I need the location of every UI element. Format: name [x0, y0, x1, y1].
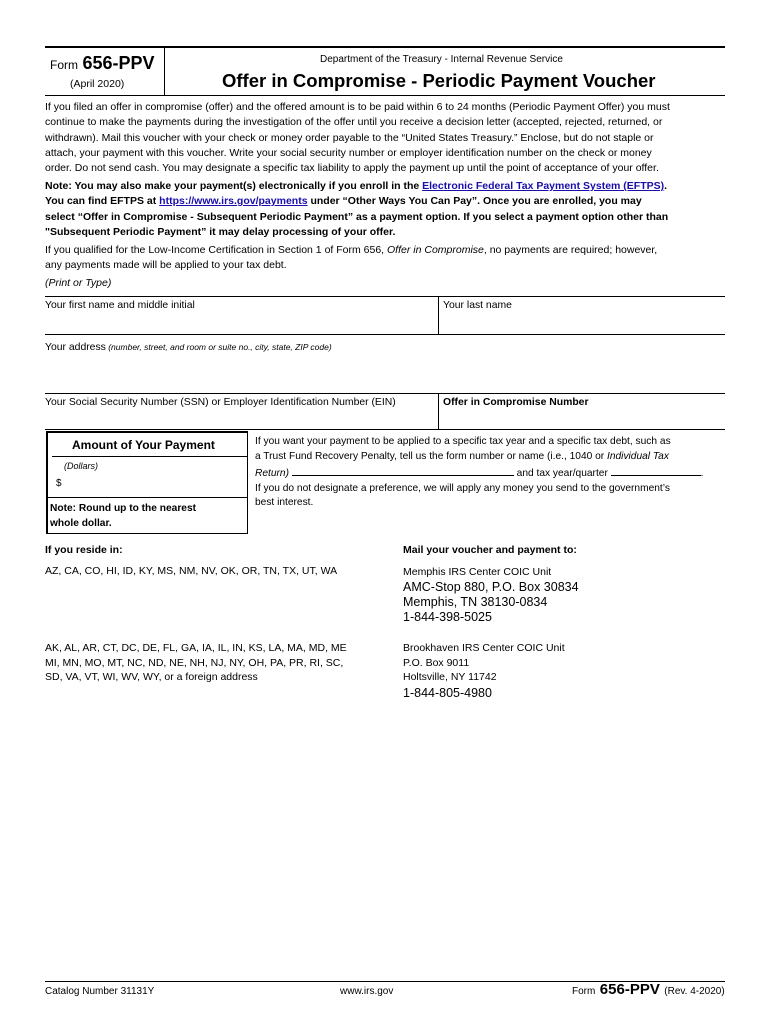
irs-payments-link[interactable]: https://www.irs.gov/payments	[159, 195, 308, 208]
ssn-divider	[438, 393, 439, 429]
group1-addr1: AMC-Stop 880, P.O. Box 30834	[403, 580, 579, 594]
intro-line: If you filed an offer in compromise (offer) and the offered amount is to be paid within 6 to 24 months (Periodic Payment Offer) you must	[45, 101, 670, 113]
form-date: (April 2020)	[70, 78, 125, 90]
name-row-bottom-rule	[45, 334, 725, 335]
group1-addr2: Memphis, TN 38130-0834	[403, 595, 548, 609]
department-line: Department of the Treasury - Internal Revenue Service	[320, 54, 563, 65]
footer-form-word: Form	[572, 986, 596, 997]
mail-header: Mail your voucher and payment to:	[403, 544, 577, 556]
intro-paragraph	[45, 100, 745, 176]
last-name-field[interactable]: Your last name	[443, 300, 512, 311]
form-number-blank[interactable]	[292, 464, 514, 476]
intro-line: withdrawn). Mail this voucher with your check or money order payable to the “United States Treasury.” Enclose, but do not staple or	[45, 131, 654, 144]
group2-states-line: AK, AL, AR, CT, DC, DE, FL, GA, IA, IL, IN, KS, LA, MA, MD, ME	[45, 642, 347, 654]
note-text: "Subsequent Periodic Payment” it may delay processing of your offer.	[45, 225, 396, 238]
header-top-rule	[45, 46, 725, 48]
eftps-link[interactable]: Electronic Federal Tax Payment System (EFTPS)	[422, 180, 665, 192]
group2-addr1: P.O. Box 9011	[403, 656, 470, 669]
header-bottom-rule	[45, 95, 725, 96]
group2-center: Brookhaven IRS Center COIC Unit	[403, 642, 565, 654]
header-divider	[164, 46, 165, 95]
designation-text: .	[700, 468, 704, 479]
form-word: Form	[50, 58, 78, 72]
form-id	[50, 53, 155, 74]
ssn-ein-field[interactable]: Your Social Security Number (SSN) or Employer Identification Number (EIN)	[45, 397, 396, 408]
form-number: 656-PPV	[82, 53, 155, 73]
intro-line: order. Do not send cash. You may designate a specific tax liability to apply the payment up until the point of acceptance of your offer.	[45, 162, 659, 175]
group2-states-line: MI, MN, MO, MT, NC, ND, NE, NH, NJ, NY, OH, PA, PR, RI, SC,	[45, 656, 344, 669]
designation-text: If you do not designate a preference, we will apply any money you send to the government’s	[255, 482, 670, 494]
designation-italic: Return)	[255, 468, 289, 479]
designation-text: best interest.	[255, 497, 314, 508]
designation-italic: Individual Tax	[607, 450, 669, 462]
eftps-note	[45, 179, 765, 240]
footer-form-number: 656-PPV	[599, 981, 660, 998]
group2-states-line: SD, VA, VT, WI, WV, WY, or a foreign address	[45, 671, 258, 683]
name-row-top-rule	[45, 296, 725, 297]
footer-revision: (Rev. 4-2020)	[664, 986, 725, 997]
note-text: select “Offer in Compromise - Subsequent Periodic Payment” as a payment option. If you select a payment option other than	[45, 210, 669, 223]
group1-states: AZ, CA, CO, HI, ID, KY, MS, NM, NV, OK, OR, TN, TX, UT, WA	[45, 565, 338, 577]
footer-form-id	[572, 981, 725, 999]
group1-phone: 1-844-398-5025	[403, 610, 492, 624]
low-income-text: , no payments are required; however,	[483, 244, 658, 256]
offer-number-field[interactable]: Offer in Compromise Number	[443, 397, 589, 408]
dollars-label: (Dollars)	[64, 461, 99, 471]
amount-note-rule	[48, 497, 248, 498]
amount-title-rule	[52, 456, 248, 457]
note-text: Note: You may also make your payment(s) electronically if you enroll in the	[45, 180, 423, 192]
note-text: .	[664, 180, 668, 192]
form-656-title: Offer in Compromise	[387, 244, 484, 256]
low-income-text: any payments made will be applied to your tax debt.	[45, 259, 287, 272]
page-title: Offer in Compromise - Periodic Payment Voucher	[222, 70, 656, 91]
amount-note-line: whole dollar.	[50, 517, 112, 529]
address-hint: (number, street, and room or suite no., city, state, ZIP code)	[105, 342, 332, 352]
note-text: You can find EFTPS at	[45, 195, 160, 208]
reside-header: If you reside in:	[45, 544, 123, 556]
group2-address	[403, 641, 565, 701]
designation-paragraph	[255, 435, 725, 511]
tax-year-blank[interactable]	[611, 464, 701, 476]
low-income-paragraph	[45, 243, 745, 274]
irs-website: www.irs.gov	[340, 986, 394, 997]
group2-phone: 1-844-805-4980	[403, 685, 492, 700]
amount-title: Amount of Your Payment	[72, 438, 215, 452]
ssn-row-top-rule	[45, 393, 725, 394]
amount-note	[50, 502, 196, 531]
catalog-number: Catalog Number 31131Y	[45, 986, 155, 997]
intro-line: continue to make the payments during the investigation of the offer until you receive a decision letter (accepted, rejected, returned, or	[45, 116, 663, 129]
group2-states	[45, 641, 347, 685]
amount-note-line: Note: Round up to the nearest	[50, 503, 197, 514]
designation-text: a Trust Fund Recovery Penalty, tell us the form number or name (i.e., 1040 or	[255, 450, 608, 462]
group1-center: Memphis IRS Center COIC Unit	[403, 566, 552, 578]
note-text: under “Other Ways You Can Pay”. Once you are enrolled, you may	[307, 195, 642, 208]
first-name-field[interactable]: Your first name and middle initial	[45, 300, 195, 311]
address-field[interactable]	[45, 337, 725, 392]
print-or-type: (Print or Type)	[45, 277, 112, 289]
amount-input[interactable]	[56, 473, 242, 493]
group2-addr2: Holtsville, NY 11742	[403, 671, 497, 683]
designation-text: and tax year/quarter	[513, 468, 611, 479]
low-income-text: If you qualified for the Low-Income Certification in Section 1 of Form 656,	[45, 244, 388, 256]
intro-line: attach, your payment with this voucher. Write your social security number or employer identification number on the check or money	[45, 146, 652, 159]
group1-address	[403, 565, 579, 625]
name-divider	[438, 296, 439, 334]
address-label: Your address	[45, 342, 106, 353]
designation-text: If you want your payment to be applied to a specific tax year and a specific tax debt, such as	[255, 436, 671, 447]
dollar-sign: $	[56, 478, 62, 489]
amount-box	[46, 431, 248, 534]
ssn-row-bottom-rule	[45, 429, 725, 430]
